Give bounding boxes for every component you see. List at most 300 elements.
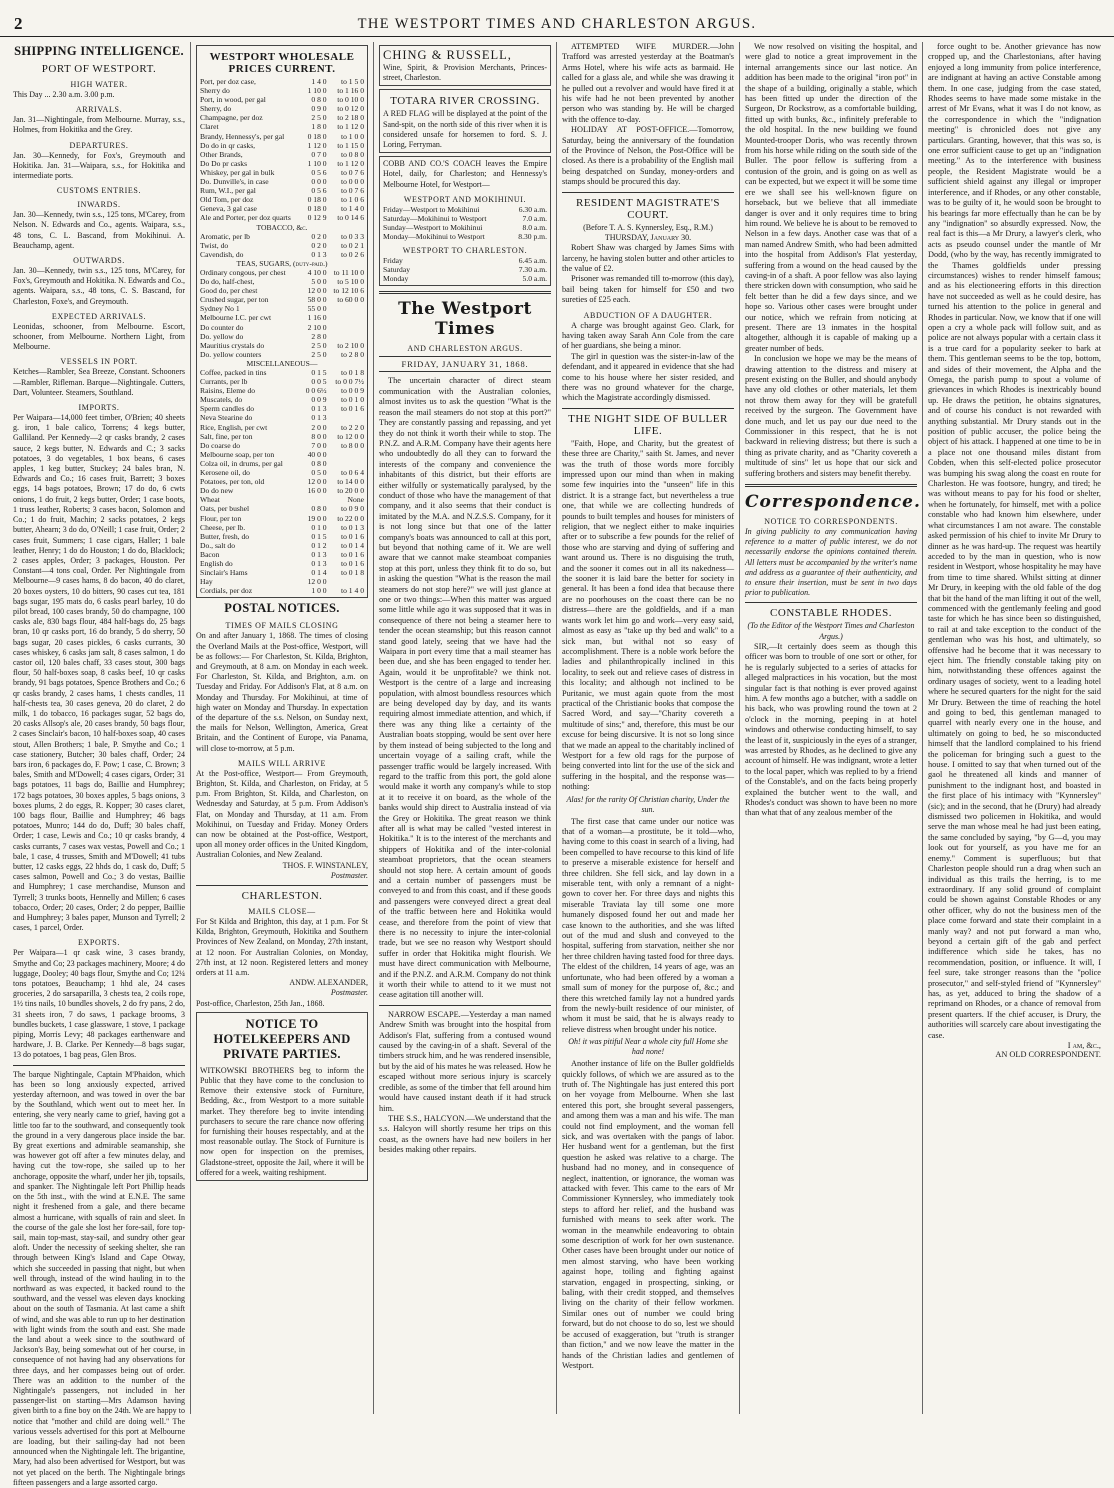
- price-item: TEAS, SUGARS, (duty-paid.): [236, 258, 328, 268]
- price-row: [200, 495, 364, 504]
- halcyon-title: THE S.S., HALCYON.: [388, 1113, 467, 1123]
- mails-closing: On and after January 1, 1868. The times of closing the Overland Mails at the Post-office, Westport, will be as follows:— For Charleston, St. Kilda, Brighton, and Greymouth, at 8 a.m. on Monday in each week. For Charleston, St. Kilda, and Brighton, a.m. on Tuesday and Friday. For Addison's Flat, at 8 a.m. on Monday and Thursday. For Mokihinui, at time of high water on Monday and Thursday. In expectation of the departure of the s.s. Nelson, on Sunday next, the mails for Nelson, Wellington, America, Great Britain, and the Continent of Europe, via Panama, will close to-morrow, at 5 p.m.: [196, 631, 368, 753]
- price-row: [200, 404, 364, 413]
- price-low: 0 1 5: [311, 531, 327, 541]
- charleston-date: Post-office, Charleston, 25th Jan., 1868.: [196, 998, 325, 1008]
- price-high: to 0 6 4: [341, 468, 364, 478]
- paper-running-title: THE WESTPORT TIMES AND CHARLESTON ARGUS.: [357, 16, 757, 32]
- coach-time: 6.30 a.m.: [518, 204, 547, 214]
- price-item: Flour, per ton: [200, 513, 242, 523]
- coach-row: [383, 256, 547, 265]
- price-high: to 1 0 6: [341, 195, 364, 205]
- court-p1: Robert Shaw was charged by James Sims with larceny, he having stolen butter and other articles to the value of £2.: [562, 243, 734, 273]
- price-row: [200, 268, 364, 277]
- outwards: Jan. 30—Kennedy, twin s.s., 125 tons, M'Carey, for Fox's, Greymouth and Hokitika. N. Edwards and Co., agents. Waipara, s.s., 48 tons, C. S. Bascand, for Charleston, Foxe's, and Greymouth.: [13, 266, 185, 306]
- customs-label: CUSTOMS ENTRIES.: [56, 186, 142, 196]
- column-6: [923, 42, 1106, 1414]
- price-high: to 0 1 6: [341, 549, 364, 559]
- price-item: Sherry do: [200, 86, 230, 96]
- price-high: to 0 1 8: [341, 568, 364, 578]
- price-low: 0 9 0: [311, 104, 327, 114]
- price-low: 0 1 3: [311, 249, 327, 259]
- coach-day: Sunday—Westport to Mokihinui: [383, 223, 483, 233]
- price-row: [200, 459, 364, 468]
- price-low: 0 1 4: [311, 568, 327, 578]
- charleston-title: Postmaster.: [330, 988, 368, 998]
- price-row: [200, 95, 364, 104]
- coach-day: Saturday—Mokihinui to Westport: [383, 213, 487, 223]
- coach-row: [383, 232, 547, 241]
- price-high: to 20 0 0: [337, 486, 364, 496]
- night-side-body-3: Another instance of life on the Buller goldfields quickly follows, of which we are assured as to the truth of. The Nightingale has just entered this port on her voyage from Melbourne. When she last entered this port, she brought several passengers, and among them was a man and his wife. The man could not find employment, and the woman fell sick, and was overtaken with the pangs of labor. Her husband went for a gentleman, but the first question he asked was relative to a charge. The husband had no money, and in consequence of neglect, inattention, or ignorance, the woman was attacked with fever. This came to the ears of Mr Commissioner Kynnersley, who immediately took steps to afford her relief, and the husband was furnished with means to seek after work. The woman in the meanwhile endeavoring to obtain some description of work for her own sustenance. Other cases have been brought under our notice of men almost starving, who have been working against hope, toiling and fighting against starvation, engaged in prospecting, sinking, or baling, with their credit stopped, and themselves living on the charity of their fellow workmen. Similar ones out of number we could bring forward, but do not choose to do so, lest we should be accused of exaggeration, but "truth is stranger than fiction," and we now leave the matter in the hands of the Christian ladies and gentlemen of Westport.: [562, 1059, 734, 1370]
- coach-times-2: [383, 256, 547, 283]
- letter-closing: I am, &c.,: [1067, 1041, 1101, 1050]
- price-high: to 0 1 3: [341, 522, 364, 532]
- price-low: 0 1 0: [311, 522, 327, 532]
- hotelkeepers-heading: NOTICE TO HOTELKEEPERS AND PRIVATE PARTIES.: [213, 1016, 351, 1061]
- price-high: to 0 8 0: [341, 149, 364, 159]
- court-p2: Prisoner was remanded till to-morrow (this day), bail being taken for himself for £50 and two sureties of £25 each.: [562, 274, 734, 305]
- price-high: to 12 0 0: [337, 431, 364, 441]
- price-item: Do. yellow do: [200, 331, 244, 341]
- prices-heading: WESTPORT WHOLESALE PRICES CURRENT.: [209, 51, 355, 75]
- price-item: MISCELLANEOUS—: [246, 358, 318, 368]
- price-item: Other Brands,: [200, 149, 243, 159]
- night-side-verse: Alas! for the rarity Of Christian charity, Under the sun.: [566, 794, 730, 814]
- price-high: to 0 2 6: [341, 249, 364, 259]
- price-item: Oats, per bushel: [200, 504, 250, 514]
- nightingale-note: The barque Nightingale, Captain M'Phaidon, which has been so long anxiously expected, arrived yesterday afternoon, and was towed in over the bar by the Southland, which went out to meet her. In entering, she very nearly came to grief, having got a little too far to the southward, and consequently took the ground in a very dangerous place inside the bar. By great exertions and admirable seamanship, she was however got off after a few minutes delay, and having cut the tow-rope, she sailed up to her anchorage, opposite the wharf, under her jib, topsails, and spanker. The Nightingale left Port Phillip heads on the 5th inst., with the wind at E.N.E. The same night it freshened from a gale, and there became almost a hurricane, with squalls of rain and sleet. In the course of the gale she lost her fore-sail, fore top-sail, main top-mast, stay-sail, and sundry other gear aloft. Under the necessity of seeking shelter, she ran through between King's Island and Cape Otway, which she succeeded in passing that night, but when well through, instead of the wind hauling in to the northward as was expected, it backed round to the southward, and the vessel was eleven days knocking about on the south of Tasmania. At last came a shift of wind, and she was able to run up to her destination with light winds from the south and east. She made the land about a week since to the southward of Jackson's Bay, being somewhat out of her course, in consequence of not having had any observations for three days, and her compasses being out of order. There was an addition to the number of the Nightingale's passengers, not included in her passenger-list on starting—Mrs Adamson having given birth to a fine boy on the 24th. We are happy to notice that "mother and child are doing well." The various vessels advertised for this port at Melbourne are loading, but their sailing-day had not been announced when the Nightingale left. The brigantine, Mary, had also been advertised for Westport, but was not yet placed on the berth. The Nightingale brings fifteen passengers and a large assorted cargo.: [13, 1069, 185, 1487]
- price-row: [200, 523, 364, 532]
- price-low: 1 4 0: [311, 77, 327, 86]
- price-row: [200, 377, 364, 386]
- price-low: 0 0 9: [311, 395, 327, 405]
- correspondence-heading: Correspondence.: [745, 492, 921, 513]
- price-item: Champagne, per doz: [200, 113, 263, 123]
- price-item: Rice, English, per cwt: [200, 422, 268, 432]
- divider: [196, 885, 368, 886]
- ching-body: Wine, Spirit, & Provision Merchants, Princes-street, Charleston.: [383, 63, 547, 83]
- charleston-sub: MAILS CLOSE—: [248, 907, 316, 917]
- price-item: Sydney No 1: [200, 304, 240, 314]
- price-high: to 0 1 6: [341, 531, 364, 541]
- price-high: [327, 459, 364, 468]
- imports: Per Waipara—14,000 feet timber, O'Brien; 40 sheets g. iron, 1 bale calico, Torrens; 4 kegs butter, Galliland. Per Kennedy—2 qr casks brandy, 2 cases sauce, 2 kegs butter, N. Edwards and C.; 3 sacks potatoes, 3 do vegetables, 1 box beans, 6 cases apples, 1 keg butter, Stuckey; 24 bales bran, N. Edwards and Co.; 16 cases fruit, Barrett; 3 boxes eggs, 14 bags potatoes, Brown; 17 do do, 6 cwts onions, 1 do fruit, 2 kegs butter, Order; 1 case boots, 1 truss leather, Roberts; 3 cases bacon, Solomon and Co.; 1 do fruit, Machin; 2 sacks potatoes, 2 kegs butter, Ahearn; 3 do do, O'Neill; 1 case fruit, Order; 2 cases fruit, Summers; 1 case cigars, Haller; 1 bale leather, Henry; 1 do do Houston; 1 do do, Blacklock; 2 cases apples, Order; 3 packages, Houston. Per Constant—4 tons coal, Order. Per Nightingale from Melbourne—9 cases hams, 8 do bacon, 40 do claret, 20 boxes oysters, 10 do bitters, 90 cases cut tea, 181 bags sugar, 195 mats do, 6 casks pearl barley, 10 do pilot bread, 100 cases brandy, 50 do champagne, 100 casks ale, 830 bags flour, 484 half-bags do, 25 bags bran, 10 qr casks port, 16 do brandy, 5 do sherry, 50 bags sugar, 20 cases pickles, 6 casks currants, 30 cases whiskey, 6 casks jam salt, 8 cases salmon, 1 do castor oil, 120 bales chaff, 33 cases stout, 300 bags flour, 50 half-boxes soap, 8 casks beef, 10 qr casks brandy, 91 bags potatoes, Spence Brothers and Co.; 6 qr casks brandy, 2 cases hams, 1 chests candles, 11 half-chests tea, 30 cases geneva, 20 do claret, 2 do milk, 1 do tobacco, 16 packages sugar, 52 bags do, 20 casks Allsop's ale, 20 cases brandy, 50 bags flour, 2 cases Sinclair's bacon, 10 half-boxes soap, 40 cases stout, Allen Brothers; 1 bale, P. Smythe and Co.; 1 case stationery, Butcher; 30 bales chaff, Order; 24 bars iron, 6 packages do, F. Pow; 1 case, C. Brown; 3 bales, Smith and M'Dowell; 4 cases cigars, Order; 31 bags potatoes, 11 bags do, Baillie and Humphrey; 172 bags potatoes, 30 boxes apples, 5 bags onions, 3 boxes plums, 2 do eggs, R. Kopper; 30 cases claret, 100 bags flour, Baillie and Humphrey; 46 bags potatoes, Munro; 144 do do, Duff; 30 bales chaff, Order; 1 case, Lewis and Co.; 10 qr casks brandy, 4 casks currants, 7 cases wax vestas, Powell and Co.; 1 bale, 1 case, 4 trusses, Smith and M'Dowell; 41 tubs butter, 12 casks eggs, 22 hhds do, 1 cask do, Duff; 5 cases salmon, Powell and Co.; 3 do vestas, Baillie and Humphrey; 1 case merchandise, Munson and Tyrrell; 3 trunks boots, Hennelly and Millen; 6 cases tobacco, Order; 20 cases, Order; 2 do pepper, Baillie and Humphrey; 3 bales paper, Munson and Tyrrell; 2 cases, 1 parcel, Order.: [13, 413, 185, 933]
- inwards-label: INWARDS.: [77, 200, 121, 210]
- price-row: [200, 286, 364, 295]
- price-item: Sperm candles do: [200, 404, 254, 414]
- holiday: [562, 125, 734, 187]
- coach-row: [383, 205, 547, 214]
- price-low: 0 18 0: [307, 131, 327, 141]
- price-item: Cheese, per lb.: [200, 522, 246, 532]
- price-item: Crushed sugar, per ton: [200, 295, 269, 305]
- divider: [562, 408, 734, 409]
- price-high: to 1 4 0: [341, 586, 364, 596]
- price-row: [200, 168, 364, 177]
- price-high: to 2 2 0: [341, 422, 364, 432]
- price-high: to 8 0 0: [341, 440, 364, 450]
- notice-body: In giving publicity to any communication having reference to a matter of public interest, we do not necessarily endorse the opinions contained therein. All letters must be accompanied by the writer's name and address as a guarantee of their authenticity, and to ensure their insertion, must be sent in two days prior to publication.: [745, 527, 917, 598]
- price-item: Port, in wood, per gal: [200, 95, 266, 105]
- price-item: Melbourne I.C. per cwt: [200, 313, 272, 323]
- outwards-label: OUTWARDS.: [73, 256, 125, 266]
- price-low: 12 0 0: [307, 477, 327, 487]
- charleston-mails: For St Kilda and Brighton, this day, at 1 p.m. For St Kilda, Brighton, Greymouth, Hokitika and Southern Provinces of New Zealand, on Monday, 27th instant, at 12 noon. For Australian Colonies, on Monday, 27th inst, at 12 noon. Registered letters and money orders at 11 a.m.: [196, 917, 368, 978]
- price-item: Whiskey, per gal in bulk: [200, 167, 275, 177]
- price-item: Wheat: [200, 495, 220, 505]
- coach-row: [383, 214, 547, 223]
- price-high: None: [347, 495, 364, 505]
- price-item: Neva Stearine do: [200, 413, 253, 423]
- price-low: 0 0 0: [311, 177, 327, 187]
- abduction: A charge was brought against Geo. Clark, for having taken away Sarah Ann Cole from the care of her guardians, she being a minor.: [562, 320, 734, 351]
- coach-time: 7.30 a.m.: [518, 265, 547, 275]
- price-row: [200, 514, 364, 523]
- price-row: [200, 504, 364, 513]
- masthead: [0, 10, 1114, 37]
- price-row: [200, 150, 364, 159]
- exports-label: EXPORTS.: [78, 938, 120, 948]
- price-high: to 0 9 0: [341, 504, 364, 514]
- price-row: [200, 559, 364, 568]
- price-low: 0 2 0: [311, 240, 327, 250]
- price-item: Ale and Porter, per doz quarts: [200, 213, 291, 223]
- price-row: [200, 432, 364, 441]
- court-heading: RESIDENT MAGISTRATE'S COURT.: [576, 196, 720, 221]
- price-low: 1 12 0: [307, 140, 327, 150]
- coach-time: 5.0 a.m.: [522, 274, 547, 284]
- vessels-label: VESSELS IN PORT.: [60, 357, 138, 367]
- price-row: [200, 368, 364, 377]
- coach-sub2: WESTPORT TO CHARLESTON.: [402, 246, 528, 256]
- nameplate-subtitle: AND CHARLESTON ARGUS.: [407, 344, 523, 354]
- price-row: [200, 541, 364, 550]
- price-item: Sherry, do: [200, 104, 232, 114]
- price-high: to 1 15 0: [337, 140, 364, 150]
- price-row: [200, 486, 364, 495]
- price-high: [327, 332, 364, 341]
- price-low: [301, 495, 326, 504]
- price-high: to 1 0 0: [341, 131, 364, 141]
- price-low: 0 7 0: [311, 149, 327, 159]
- price-high: [327, 313, 364, 322]
- price-row: [200, 86, 364, 95]
- price-low: 0 1 3: [311, 404, 327, 414]
- price-low: 2 8 0: [311, 331, 327, 341]
- high-water: This Day ... 2.30 a.m. 3.00 p.m.: [13, 90, 115, 99]
- price-row: [200, 177, 364, 186]
- narrow-escape: [379, 1010, 551, 1114]
- shipping-heading: SHIPPING INTELLIGENCE.: [14, 44, 184, 58]
- price-row: [200, 477, 364, 486]
- price-high: to 1 4 0: [341, 204, 364, 214]
- price-row: [200, 104, 364, 113]
- price-high: to 11 10 0: [333, 267, 364, 277]
- price-row: [200, 122, 364, 131]
- price-row: [200, 277, 364, 286]
- price-item: Do. Dunville's, in case: [200, 177, 269, 187]
- price-row: [200, 332, 364, 341]
- price-high: [327, 413, 364, 422]
- price-item: Colza oil, in drums, per gal: [200, 458, 283, 468]
- price-low: 0 1 5: [311, 368, 327, 377]
- coach-row: [383, 265, 547, 274]
- mails-closing-heading: TIMES OF MAILS CLOSING: [225, 621, 339, 631]
- price-high: to 0 10 0: [337, 95, 364, 105]
- columns: [8, 42, 1108, 1487]
- price-high: to 0 14 6: [337, 213, 364, 223]
- price-high: to 0 2 1: [341, 240, 364, 250]
- expected: Leonidas, schooner, from Melbourne. Escort, schooner, from Melbourne. Northern Light, from Melbourne.: [13, 321, 185, 352]
- wife-murder-body: —John Trafford was arrested yesterday at the Boatman's Arms Hotel, where his wife acts as barmaid. He called for a glass ale, and while she was drawing it he pulled out a revolver and would have fired it at his wife had he not been prevented by another person who was standing by. He will be charged with the offence to-day.: [562, 42, 734, 124]
- price-low: 0 1 2: [311, 540, 327, 550]
- price-row: [200, 141, 364, 150]
- price-row: [200, 568, 364, 577]
- letter-heading: CONSTABLE RHODES.: [770, 607, 892, 620]
- price-high: to 14 0 0: [337, 477, 364, 487]
- price-row: [200, 586, 364, 595]
- ching-ad: [379, 45, 551, 86]
- price-row: [200, 259, 364, 268]
- night-side-verse-2: Oh! it was pitiful Near a whole city full Home she had none!: [568, 1037, 728, 1057]
- dateline: FRIDAY, JANUARY 31, 1868.: [379, 356, 551, 372]
- price-low: 1 8 0: [311, 122, 327, 132]
- price-item: Ordinary congous, per chest: [200, 267, 286, 277]
- price-row: [200, 350, 364, 359]
- divider: [379, 291, 551, 294]
- coach-time: 8.30 p.m.: [518, 232, 547, 242]
- price-item: Mauritius crystals do: [200, 340, 265, 350]
- price-item: Do do new: [200, 486, 234, 496]
- night-side-body-4: We now resolved on visiting the hospital, and were glad to notice a great improvement in the internal arrangements since our last notice. An addition has been made to the original "iron pot" in the shape of a building, originally a stable, which has been fitted up under the direction of the Surgeon, Dr Rockstrow, as a comfortable building, fitted up with bunks, &c., infinitely preferable to the old hospital. In the new building we found Mounted-trooper Doris, who was recently thrown from his horse while riding on the south side of the Buller. The poor fellow is suffering from a contusion of the groin, and is going on as well as can be expected, but we expect it will be some time ere we shall see his well-known figure on horseback, but we believe that all immediate danger is over and it only requires time to bring him round. We believe he is about to be removed to Nelson in a few days. Another case was that of a man named Andrew Smith, who had been admitted into the hospital from Addison's Flat yesterday, suffering from a wound on the head caused by the caving-in of a shaft. A poor fellow was also laying there stricken down with consumption, who said he felt better than he did a few days since, and we hope so. Various other cases were brought under our notice, which we refrain from noticing at present. There are 13 inmates in the hospital altogether, although it is capable of making up a greater number of beds.: [745, 42, 917, 353]
- narrow-escape-body: —Yesterday a man named Andrew Smith was brought into the hospital from Addison's Flat, suffering from a contused wound caused by the caving-in of a shaft. Several of the timbers struck him, and he was rendered insensible, but by the aid of his mates he was released. How he escaped without more serious injury is scarcely credible, as some of the timber that fell around him would have caused instant death if it had struck him.: [379, 1009, 552, 1113]
- price-high: to 5 10 0: [337, 277, 364, 287]
- price-row: [200, 550, 364, 559]
- price-low: 19 0 0: [307, 513, 327, 523]
- price-low: 55 0 0: [307, 304, 327, 314]
- price-high: [327, 577, 364, 586]
- narrow-escape-title: NARROW ESCAPE.: [388, 1009, 461, 1019]
- postmaster-title: Postmaster.: [330, 870, 368, 880]
- leader-article: The uncertain character of direct steam communication with the Australian colonies, almost invites us to ask the question "What is the reason the mail steamers do not stop at this port?" They are constantly passing and repassing, and yet they do not think it worth their while to stop. The P.N.Z. and A.R.M. Company have their agents here who undoubtedly do all they can to forward the interests of the company and convenience the inhabitants of this district, but their efforts are either wilfully or systematically paralysed, by the conduct of those who have the management of that company, and it also seems that their conduct is imitated by the M.A. and N.Z.S.S. Company, for it is not long since but that one of the latter company's boats was announced to call at this port, but beyond that nothing came of it. We are well aware that we cannot make steamboat companies stop at this port, unless they think fit to do so, but in asking the question "What is the reason the mail steamers do not stop here?" we will just glance at one or two things:—When this matter was argued some little while ago it was supposed that it was in consequence of there not being a steamer here to tender the ocean steamship; but this reason cannot stand good lately, seeing that we have had the Waipara in port every time that a mail steamer has been due, and she has been engaged to tender her. Again, would it be unprofitable? we think not. Westport is the centre of a large and increasing population, with almost boundless resources which are being developed day by day, and its wants requiring almost immediate attention, and which, if there was any thing like a certainty of the Australian boats stopping, would be sent over here by them instead of being subjected to the long and uncertain voyage of a sailing craft, while the passenger traffic would be largely increased. With regard to the traffic from this port, the gold alone would make it worth any company's while to stop at it to receive it on board, as the whole of the banks would ship direct to Australia instead of via the Grey or Hokitika. The great reason we think after all is what may be called "vested interest in Hokitika." It is to the interest of the merchants and shippers of Hokitika and of the inter-colonial steamboat proprietors, that the ocean steamers should not stop here. A certain amount of goods and a certain number of passengers must be conveyed to and from this coast, and if these goods and passengers were conveyed direct a great deal of the traffic between here and Hokitika would cease, and therefore from the point of view that there is no necessity to injure the inter-colonial trade, but we see no reason why Westport should suffer in order that Hokitika might flourish. We must have direct communication with Melbourne, and if the P.N.Z. and A.R.M. Company do not think it worth their while to attend to it we must not cease agitation till another will.: [379, 376, 551, 1000]
- price-row: [200, 313, 364, 322]
- price-item: Currants, per lb: [200, 377, 248, 387]
- divider: [379, 1005, 551, 1006]
- price-row: [200, 213, 364, 222]
- price-low: 1 10 0: [307, 86, 327, 96]
- ching-title: CHING & RUSSELL,: [383, 48, 512, 62]
- price-low: 0 0 6½: [305, 386, 327, 396]
- column-5: [740, 42, 923, 1414]
- court-sub: (Before T. A. S. Kynnersley, Esq., R.M.): [583, 222, 713, 232]
- price-low: 1 10 0: [307, 158, 327, 168]
- totara-body: A RED FLAG will be displayed at the point of the Sand-spit, on the north side of this river when it is considered unsafe for horsemen to ford. S. J. Loring, Ferryman.: [383, 109, 547, 150]
- price-low: 0 1 3: [311, 413, 327, 423]
- price-high: to 2 18 0: [337, 113, 364, 123]
- price-high: to 1 16 0: [337, 86, 364, 96]
- price-item: Claret: [200, 122, 219, 132]
- coach-day: Friday—Westport to Mokihinui: [383, 204, 480, 214]
- prices-table: [200, 77, 364, 595]
- mails-arrive: At the Post-office, Westport— From Greymouth, Brighton, St. Kilda, and Charleston, on Friday, at 5 p.m. From Brighton, St. Kilda, and Charleston, on Wednesday and Saturday, at 5 p.m. From Addison's Flat, on Monday and Thursday, at 11 a.m. From Mokihinui, on Tuesday and Friday. Money Orders can now be obtained at the Post-office, Westport, upon all money order offices in the United Kingdom, Australian Colonies, and New Zealand.: [196, 768, 368, 860]
- price-low: 0 12 9: [307, 213, 327, 223]
- price-item: Hay: [200, 577, 213, 587]
- price-high: to 60 0 0: [337, 295, 364, 305]
- price-row: [200, 468, 364, 477]
- price-item: Do do in qr casks,: [200, 140, 256, 150]
- letter-to: (To the Editor of the Westport Times and Charleston Argus.): [747, 621, 915, 641]
- divider: [562, 192, 734, 193]
- price-item: Muscatels, do: [200, 395, 243, 405]
- price-low: 4 10 0: [307, 267, 327, 277]
- coach-day: Friday: [383, 256, 403, 266]
- coach-times-1: [383, 205, 547, 241]
- wife-murder-title: ATTEMPTED WIFE MURDER.: [571, 42, 711, 51]
- letter-body-part-2: force ought to be. Another grievance has now cropped up, and the Charlestonians, after having enjoyed a long immunity from police interference, are indignant at having an active Constable among them. In one case, judging from the case stated, Rhodes seems to have made some mistake in the arrest of Mr Evans, what it was I do not know, as the correspondence in which the "indignation meeting" is chronicled does not give any particulars. Granting, however, that this was so, is one error sufficient cause to get up an "indignation meeting." As to the interference with business people, the Resident Magistrate would be a sufficient shield against any illegal or improper interference, and if Rhodes, or any other constable, was to be guilty of it, he would soon be brought to his bearings far more effectually than he can be by any "indignation" so absurdly expressed. Now, the real fact is this—a Mr Drury, a lawyer's clerk, who acts as pseudo counsel under the mantle of Mr Dodd, (who by the way, has recently immigrated to the Thames goldfields under pressing circumstances) wishes to render himself famous; and as his electioneering efforts in this direction have not succeeded as well as he could desire, has turned his attention to the police in general and Rhodes in particular. Now, we know that if one will open a cry a whole pack will follow suit, and as police are not always popular with a certain class it is a true card for a popularity seeker to bark at them. This gentleman seems to be the top, bottom, and sides of their movement, the Alpha and the Omega, the parish pump to spout a volume of grievances in which Rhodes is inextricably bound up. He draws the petition, he obtains signatures, and of course his conduct is not rewarded with anything substantial. Mr Drury stands out in the position of public accuser, the police being the object of his attack. I happened at one time to be in a place not one thousand miles distant from Cobden, when this self-elected police prosecutor was bumping his swag along the coast en route for Charleston. He was footsore, hungry, and tired; he was without means to pay for his food or shelter, when he fortunately, for himself, met with a police constable who had known him elsewhere, under what circumstances I am not aware. The constable asked permission of his chief to invite Mr Drury to dinner as he was hard-up. The request was heartily acceded to by the man in question, who is now resident in Westport, whose hospitality he may have from time to time shared. Whilst sitting at dinner Mr Drury, in keeping with the old fable of the dog that bit the hand of the man lifting it out of the well, commenced with the gentlemanly feeling and good taste for which he has since been so distinguished, to rail at and take exception to the conduct of the gentleman who was his host, and ultimately, so offensive had he become that it was necessary to eject him. The friendly constable taking pity on him, notwithstanding these offences against the ordinary usages of society, went to a leading hotel where he secured quarters for the night for the said Mr Drury. Between the time of reaching the hotel and going to bed, this gentleman managed to quarrel with nearly every one in the house, and ultimately on going to bed, he so misconducted himself that the landlord complained to his friend the policeman for bringing such a guest to the house. I omitted to say that when turned out of the gaol he threatened all kinds and manner of punishment to the indignant host, and boasted in the first place of his intimacy with "Kynnersley" (sic); and in the second, that he (Drury) had already dismissed two policemen in Hokitika, and would serve the man whose meal he had just been eating, the same concluded by saying, "by G—d, you may look out for yourself, as you have me for an enemy." Comment is superfluous; but that Charleston people should run a drag when such an individual as this trails the herring, is to me extraordinary. If any solid ground of complaint could be shown against Constable Rhodes or any other officer, why do not the business men of the place come forward and state their complaint in a manly way? and not put forward a man who, beyond a certain gift of the gab and perfect indifference which side he takes, has no recommendation, position, or influence. It will, I feel sure, take stronger reasons than the "police prosecutor," and self-styled friend of "Kynnersley" has, as yet, adduced to bring the shadow of a reprimand on Rhodes, or a chance of removal from present quarters. If the chief accuser, is Drury, the authorities will scarcely care about investigating the case.: [928, 42, 1101, 1040]
- price-item: Aromatic, per lb: [200, 231, 250, 241]
- price-low: 2 5 0: [311, 349, 327, 359]
- price-low: 1 16 0: [307, 313, 327, 323]
- price-low: 0 18 0: [307, 195, 327, 205]
- price-row: [200, 159, 364, 168]
- coach-time: 7.0 a.m.: [522, 213, 547, 223]
- price-high: to 0 0 9: [341, 386, 364, 396]
- price-row: [200, 304, 364, 313]
- price-row: [200, 441, 364, 450]
- column-3: [374, 42, 557, 1414]
- coach-day: Monday—Mokihinui to Westport: [383, 232, 485, 242]
- price-item: Do coarse do: [200, 440, 241, 450]
- totara-heading: TOTARA RIVER CROSSING.: [390, 95, 540, 108]
- letter-signature: AN OLD CORRESPONDENT.: [995, 1050, 1101, 1059]
- price-row: [200, 223, 364, 232]
- price-row: [200, 359, 364, 368]
- departures-label: DEPARTURES.: [69, 140, 129, 150]
- postal-heading: POSTAL NOTICES.: [224, 601, 340, 616]
- coach-row: [383, 223, 547, 232]
- price-item: Bacon: [200, 549, 220, 559]
- coach-time: 6.45 a.m.: [518, 256, 547, 266]
- exports: Per Waipara—1 qr cask wine, 3 cases brandy, Smythe and Co; 23 packages machinery, Moore; 4 do luggage, Dooley; 40 bags flour, Smythe and Co; 12¼ tons potatoes, Beauchamp; 1 hhd ale, 24 cases groceries, 2 do sarsaparilla, 3 chests tea, 2 coils rope, 1½ tins nails, 10 bundles shovels, 2 do fry pans, 2 do, 31 sheets iron, 7 do saws, 1 package brooms, 3 bundles buckets, 1 case glassware, 1 stove, 1 package piping, Morris Levy; 48 packages earthenware and hardware, J. B. Clarke. Per Kennedy—8 bags sugar, 13 do potatoes, 1 bag peas, Glen Bros.: [13, 948, 185, 1060]
- price-high: [327, 323, 364, 332]
- divider: [745, 484, 917, 487]
- price-low: 12 0 0: [307, 577, 327, 587]
- price-row: [200, 386, 364, 395]
- price-low: 12 0 0: [307, 286, 327, 296]
- price-high: to 1 12 0: [337, 122, 364, 132]
- price-item: Coffee, packed in tins: [200, 368, 267, 377]
- notice-heading: NOTICE TO CORRESPONDENTS.: [764, 517, 898, 527]
- high-water-label: HIGH WATER.: [70, 80, 128, 89]
- price-high: to 2 10 0: [337, 340, 364, 350]
- price-item: Cavendish, do: [200, 249, 244, 259]
- price-low: 0 5 6: [311, 186, 327, 196]
- departures: Jan. 30—Kennedy, for Fox's, Greymouth and Hokitika. Jan. 31—Waipara, s.s., for Hokitika and intermediate ports.: [13, 150, 185, 181]
- price-high: to 0 0 7½: [335, 377, 364, 387]
- night-side-body-5: In conclusion we hope we may be the means of drawing attention to the distress and misery at present existing on the Buller, and should anybody have any old clothes or other materials, let them not throw them away for they will be gratefull received by the surgeon. The Government have done much, and let us pay our due need to the Commissioner in this respect, that he is not backward in relieving distress; but there is such a thing as private charity, and as "Charity covereth a multitude of sins" let us hope that our sick and suffering brothers and sisters may benefit thereby.: [745, 354, 917, 478]
- coach-ad: [379, 156, 551, 286]
- page-number: 2: [14, 14, 23, 33]
- prices-box: [196, 45, 368, 598]
- hotelkeepers-body: WITKOWSKI BROTHERS beg to inform the Public that they have come to the conclusion to Remove their extensive stock of Furniture, Bedding, &c., from Westport to a more suitable market. They therefore beg to invite intending purchasers to secure the rare chance now offering for furnishing their houses respectably, and at the most reasonable outlay. The Stock of Furniture is now open for inspection on the premises, Gladstone-street, opposite the Jail, where it will be offered for a week, waiting reshipment.: [200, 1065, 364, 1177]
- totara-ad: [379, 89, 551, 153]
- price-row: [200, 232, 364, 241]
- price-item: Kerosene oil, do: [200, 468, 250, 478]
- divider: [13, 1065, 185, 1066]
- holiday-body: —Tomorrow, Saturday, being the anniversary of the foundation of the Province of Nelson, the Post-Office will be closed. As there is a probability of the English mail being despatched on Sunday, money-orders and stamps should be procured this day.: [562, 125, 734, 187]
- price-row: [200, 323, 364, 332]
- price-low: 0 8 0: [311, 458, 327, 468]
- price-item: Port, per doz case,: [200, 77, 256, 86]
- price-low: 0 5 0: [311, 468, 327, 478]
- coach-sub1: WESTPORT AND MOKIHINUI.: [403, 194, 527, 204]
- price-high: to 0 7 6: [341, 186, 364, 196]
- price-item: Potatoes, per ton, old: [200, 477, 265, 487]
- price-low: 0 1 3: [311, 549, 327, 559]
- price-item: Butter, fresh, do: [200, 531, 250, 541]
- price-row: [200, 186, 364, 195]
- price-low: 2 0 0: [311, 422, 327, 432]
- coach-row: [383, 274, 547, 283]
- price-high: to 0 7 6: [341, 167, 364, 177]
- price-row: [200, 577, 364, 586]
- price-low: 16 0 0: [307, 486, 327, 496]
- price-item: Brandy, Hennessy's, per gal: [200, 131, 285, 141]
- price-low: 2 5 0: [311, 113, 327, 123]
- price-low: 0 8 0: [311, 95, 327, 105]
- price-item: Twist, do: [200, 240, 229, 250]
- court-day: THURSDAY, January 30.: [604, 232, 692, 242]
- prices-body: [200, 77, 364, 595]
- price-row: [200, 450, 364, 459]
- price-high: to 1 5 0: [341, 77, 364, 86]
- price-item: Do., salt do: [200, 540, 236, 550]
- price-item: English do: [200, 558, 233, 568]
- port-heading: PORT OF WESTPORT.: [41, 63, 157, 75]
- price-high: to 12 10 6: [333, 286, 364, 296]
- night-side-body-2: The first case that came under our notice was that of a woman—a prostitute, be it told—who, having come to this coast in search of a living, had been compelled to have recourse to this kind of life to preserve a miserable existence for herself and three children. She fell sick, and lay down in a miserable tent, with only a remnant of a night-gown to cover her. For three days and nights this miserable Traviata lay till some one more humanely disposed found her out and made her case known to the authorities, and she was lifted out of the mud and slush and conveyed to the hospital, suffering from starvation, neither she nor her three children having tasted food for three days. The eldest of the children, 14 years of age, was an unfortunate, who had been offered by a woman a small sum of money for the purpose of, &c.; and there this wretched family lay not a hundred yards from the newly-built residence of our minister, of whom it must be said, that he is always ready to relieve distress when brought under his notice.: [562, 816, 734, 1034]
- postmaster-signature: THOS. F. WINSTANLEY,: [282, 860, 368, 870]
- price-item: Rum, W.I., per gal: [200, 186, 256, 196]
- mails-arrive-heading: MAILS WILL ARRIVE: [238, 758, 326, 768]
- price-row: [200, 132, 364, 141]
- price-high: to 0 1 4: [341, 540, 364, 550]
- price-row: [200, 395, 364, 404]
- arrivals: Jan. 31—Nightingale, from Melbourne. Murray, s.s., Holmes, from Hokitika and the Grey.: [13, 115, 185, 135]
- coach-body: COBB AND CO.'S COACH leaves the Empire Hotel, daily, for Charleston; and Hennessy's Melbourne Hotel, for Westport—: [383, 159, 547, 189]
- price-high: to 0 1 8: [341, 368, 364, 377]
- column-4: [557, 42, 740, 1414]
- coach-day: Monday: [383, 274, 409, 284]
- hotelkeepers-ad: [196, 1012, 368, 1181]
- court-p3: The girl in question was the sister-in-law of the defendant, and it appeared in evidence that she had come to his house where her sister resided, and there was no ground whatever for the charge, which the Magistrate accordingly dismissed.: [562, 351, 734, 403]
- price-row: [200, 77, 364, 86]
- price-item: Do Do pr casks: [200, 158, 248, 168]
- price-item: Do. yellow counters: [200, 349, 262, 359]
- price-item: Do counter do: [200, 322, 244, 332]
- charleston-signature: ANDW. ALEXANDER,: [289, 978, 368, 988]
- price-high: to 0 12 0: [337, 104, 364, 114]
- price-high: [327, 450, 364, 459]
- price-row: [200, 532, 364, 541]
- nameplate-title: The Westport Times: [398, 299, 532, 340]
- price-low: 0 5 6: [311, 167, 327, 177]
- price-item: TOBACCO, &c.: [256, 222, 308, 232]
- price-low: 2 5 0: [311, 340, 327, 350]
- price-low: 2 10 0: [307, 322, 327, 332]
- wife-murder: [562, 42, 734, 125]
